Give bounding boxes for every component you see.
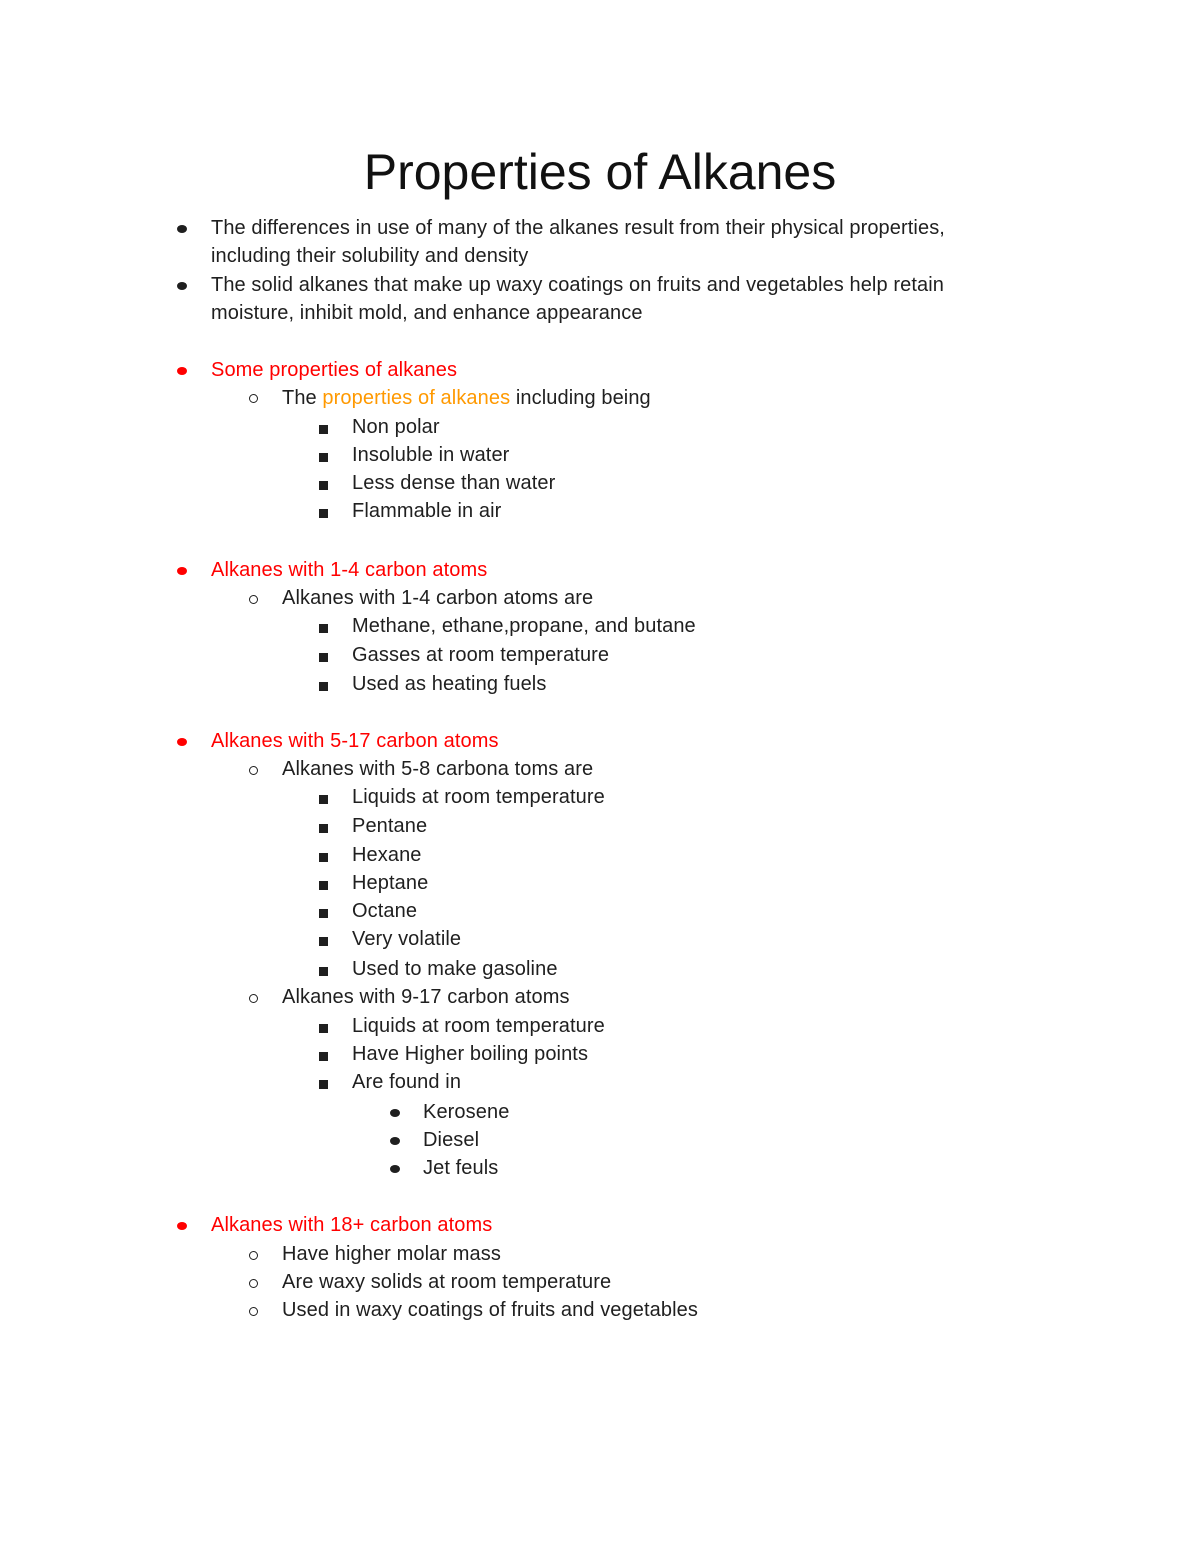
square-bullet-icon xyxy=(319,881,328,890)
section-heading: Alkanes with 1-4 carbon atoms xyxy=(211,559,488,581)
square-bullet-icon xyxy=(319,624,328,633)
disc-bullet-icon xyxy=(177,282,187,290)
list-item: Alkanes with 9-17 carbon atoms xyxy=(282,986,570,1008)
disc-bullet-icon xyxy=(390,1137,400,1145)
red-disc-bullet-icon xyxy=(177,1222,187,1230)
square-bullet-icon xyxy=(319,1080,328,1089)
list-item: Heptane xyxy=(352,872,429,894)
list-item: Diesel xyxy=(423,1129,480,1151)
intro-line-1: The differences in use of many of the alkanes result from their physical properties, xyxy=(211,217,945,239)
list-item: Insoluble in water xyxy=(352,444,510,466)
list-item: Liquids at room temperature xyxy=(352,1015,605,1037)
list-item: Octane xyxy=(352,900,418,922)
list-item: Hexane xyxy=(352,844,422,866)
circle-bullet-icon xyxy=(249,994,258,1003)
disc-bullet-icon xyxy=(177,225,187,233)
circle-bullet-icon xyxy=(249,394,258,403)
square-bullet-icon xyxy=(319,937,328,946)
list-item: Used in waxy coatings of fruits and vegetables xyxy=(282,1299,698,1321)
text-before: The xyxy=(282,387,323,409)
disc-bullet-icon xyxy=(390,1109,400,1117)
circle-bullet-icon xyxy=(249,766,258,775)
square-bullet-icon xyxy=(319,795,328,804)
square-bullet-icon xyxy=(319,653,328,662)
list-item: Kerosene xyxy=(423,1101,510,1123)
intro-line-4: moisture, inhibit mold, and enhance appearance xyxy=(211,302,643,324)
square-bullet-icon xyxy=(319,509,328,518)
square-bullet-icon xyxy=(319,425,328,434)
list-item: Gasses at room temperature xyxy=(352,644,610,666)
list-item: Pentane xyxy=(352,815,428,837)
red-disc-bullet-icon xyxy=(177,738,187,746)
list-item: Less dense than water xyxy=(352,472,556,494)
list-item: Very volatile xyxy=(352,928,462,950)
circle-bullet-icon xyxy=(249,1279,258,1288)
section-heading: Alkanes with 18+ carbon atoms xyxy=(211,1214,493,1236)
list-item: Flammable in air xyxy=(352,500,502,522)
list-item: Jet feuls xyxy=(423,1157,499,1179)
circle-bullet-icon xyxy=(249,595,258,604)
square-bullet-icon xyxy=(319,682,328,691)
text-after: including being xyxy=(510,387,651,409)
list-item: Alkanes with 5-8 carbona toms are xyxy=(282,758,594,780)
list-item: Are waxy solids at room temperature xyxy=(282,1271,612,1293)
square-bullet-icon xyxy=(319,853,328,862)
list-item: Liquids at room temperature xyxy=(352,786,605,808)
list-item: Have higher molar mass xyxy=(282,1243,501,1265)
red-disc-bullet-icon xyxy=(177,567,187,575)
list-item: Have Higher boiling points xyxy=(352,1043,589,1065)
intro-line-2: including their solubility and density xyxy=(211,245,529,267)
highlight-text: properties of alkanes xyxy=(322,387,511,409)
list-item xyxy=(282,384,651,412)
square-bullet-icon xyxy=(319,1052,328,1061)
square-bullet-icon xyxy=(319,967,328,976)
square-bullet-icon xyxy=(319,1024,328,1033)
circle-bullet-icon xyxy=(249,1307,258,1316)
list-item: Alkanes with 1-4 carbon atoms are xyxy=(282,587,594,609)
disc-bullet-icon xyxy=(390,1165,400,1173)
intro-line-3: The solid alkanes that make up waxy coatings on fruits and vegetables help retain xyxy=(211,274,944,296)
square-bullet-icon xyxy=(319,481,328,490)
circle-bullet-icon xyxy=(249,1251,258,1260)
list-item: Are found in xyxy=(352,1071,462,1093)
square-bullet-icon xyxy=(319,824,328,833)
list-item: Used to make gasoline xyxy=(352,958,558,980)
section-heading: Alkanes with 5-17 carbon atoms xyxy=(211,730,499,752)
list-item: Methane, ethane,propane, and butane xyxy=(352,615,696,637)
list-item: Non polar xyxy=(352,416,440,438)
square-bullet-icon xyxy=(319,909,328,918)
section-heading: Some properties of alkanes xyxy=(211,359,458,381)
list-item: Used as heating fuels xyxy=(352,673,547,695)
red-disc-bullet-icon xyxy=(177,367,187,375)
page-title: Properties of Alkanes xyxy=(363,144,837,200)
square-bullet-icon xyxy=(319,453,328,462)
